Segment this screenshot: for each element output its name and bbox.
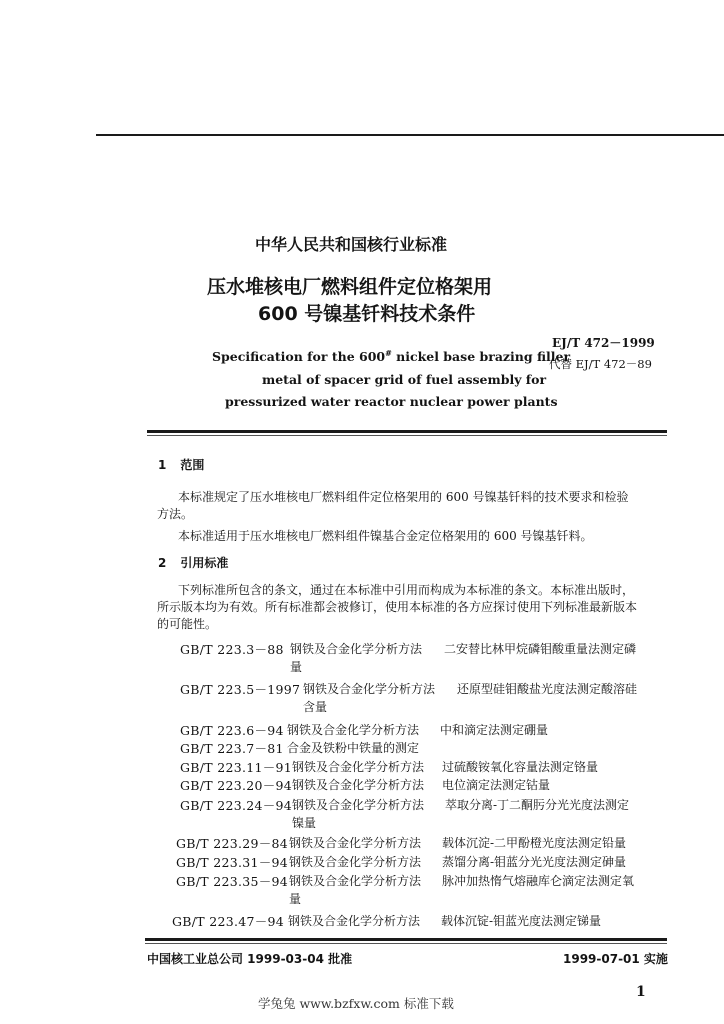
english-title-part1: Specification for the 600 <box>212 349 386 365</box>
reference-title: 钢铁及合金化学分析方法 <box>287 723 420 737</box>
standard-code: EJ/T 472－1999 <box>552 336 655 350</box>
header-divider-thick <box>147 430 667 433</box>
reference-title: 钢铁及合金化学分析方法 <box>289 836 422 850</box>
reference-description: 脉冲加热惰气熔融库仑滴定法测定氧 <box>442 874 635 888</box>
reference-code: GB/T 223.11－91 <box>180 760 293 775</box>
reference-code: GB/T 223.3－88 <box>180 642 284 657</box>
reference-code: GB/T 223.6－94 <box>180 723 284 738</box>
section-1-paragraph-2: 本标准适用于压水堆核电厂燃料组件镍基合金定位格架用的 600 号镍基钎料。 <box>178 529 593 543</box>
header-divider-thin <box>147 435 667 436</box>
section-2-paragraph-1: 下列标准所包含的条文，通过在本标准中引用而构成为本标准的条文。本标准出版时， <box>178 583 635 597</box>
english-title-superscript: # <box>385 348 392 358</box>
section-1-paragraph-1: 本标准规定了压水堆核电厂燃料组件定位格架用的 600 号镍基钎料的技术要求和检验 <box>178 490 629 504</box>
section-1-title: 范围 <box>180 458 205 472</box>
reference-description: 二安替比林甲烷磷钼酸重量法测定磷 <box>444 642 637 656</box>
standard-organization: 中华人民共和国核行业标准 <box>255 235 448 254</box>
watermark-text: 学兔兔 www.bzfxw.com 标准下载 <box>258 996 454 1011</box>
document-title-line1: 压水堆核电厂燃料组件定位格架用 <box>207 276 493 298</box>
reference-code: GB/T 223.31－94 <box>176 855 289 870</box>
page-number: 1 <box>636 984 646 1000</box>
reference-description: 还原型硅钼酸盐光度法测定酸溶硅 <box>457 682 638 696</box>
reference-description: 载体沉淀-二甲酚橙光度法测定铅量 <box>442 836 627 850</box>
section-1-heading <box>158 457 204 473</box>
reference-description: 载体沉锭-钼蓝光度法测定锑量 <box>441 914 602 928</box>
reference-title: 钢铁及合金化学分析方法 <box>290 642 423 656</box>
section-2-number: 2 <box>158 556 167 570</box>
section-2-heading <box>158 555 228 571</box>
reference-title: 钢铁及合金化学分析方法 <box>292 798 425 812</box>
english-title-line2: metal of spacer grid of fuel assembly for <box>262 372 547 387</box>
reference-description-cont: 量 <box>290 660 303 674</box>
top-rule <box>96 134 724 136</box>
footer-divider-thick <box>145 938 667 941</box>
reference-description: 电位滴定法测定钴量 <box>442 778 551 792</box>
reference-description: 萃取分离-丁二酮肟分光光度法测定 <box>445 798 630 812</box>
english-title-line3: pressurized water reactor nuclear power plants <box>225 394 558 409</box>
reference-description: 过硫酸铵氧化容量法测定铬量 <box>442 760 599 774</box>
reference-title: 钢铁及合金化学分析方法 <box>289 874 422 888</box>
english-title-part2: nickel base brazing filler <box>391 349 571 365</box>
reference-code: GB/T 223.29－84 <box>176 836 289 851</box>
footer-divider-thin <box>145 943 667 944</box>
reference-code: GB/T 223.7－81 <box>180 741 284 756</box>
reference-code: GB/T 223.20－94 <box>180 778 293 793</box>
reference-description: 中和滴定法测定硼量 <box>440 723 549 737</box>
reference-description-cont: 含量 <box>303 700 328 714</box>
reference-description-cont: 量 <box>289 892 302 906</box>
reference-description: 蒸馏分离-钼蓝分光光度法测定砷量 <box>442 855 627 869</box>
reference-description-cont: 镍量 <box>292 816 317 830</box>
reference-title: 钢铁及合金化学分析方法 <box>288 914 421 928</box>
approval-date: 中国核工业总公司 1999-03-04 批准 <box>147 952 353 966</box>
reference-title: 钢铁及合金化学分析方法 <box>289 855 422 869</box>
document-title-line2: 600 号镍基钎料技术条件 <box>258 303 476 325</box>
reference-title: 钢铁及合金化学分析方法 <box>292 760 425 774</box>
reference-title: 合金及铁粉中铁量的测定 <box>287 741 420 755</box>
effective-date: 1999-07-01 实施 <box>563 952 668 966</box>
reference-code: GB/T 223.35－94 <box>176 874 289 889</box>
section-1-number: 1 <box>158 458 167 472</box>
replaces-standard: 代替 EJ/T 472－89 <box>549 357 652 371</box>
section-1-paragraph-1-cont: 方法。 <box>157 507 194 521</box>
reference-code: GB/T 223.24－94 <box>180 798 293 813</box>
reference-title: 钢铁及合金化学分析方法 <box>292 778 425 792</box>
section-2-paragraph-2: 所示版本均为有效。所有标准都会被修订，使用本标准的各方应探讨使用下列标准最新版本 <box>157 600 638 614</box>
reference-code: GB/T 223.47－94 <box>172 914 285 929</box>
english-title-line1 <box>212 348 570 364</box>
section-2-paragraph-3: 的可能性。 <box>157 617 218 631</box>
section-2-title: 引用标准 <box>180 556 229 570</box>
reference-title: 钢铁及合金化学分析方法 <box>303 682 436 696</box>
reference-code: GB/T 223.5－1997 <box>180 682 301 697</box>
